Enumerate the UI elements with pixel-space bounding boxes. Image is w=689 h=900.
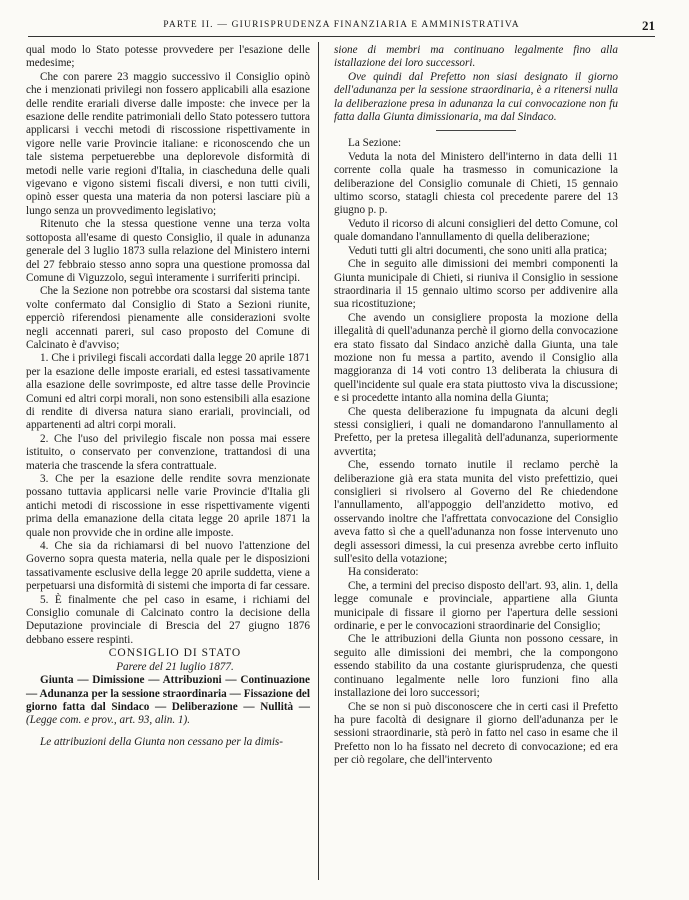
right-column (334, 44, 618, 768)
paragraph: Veduti tutti gli altri documenti, che sono uniti alla pratica; (348, 244, 608, 257)
paragraph: Che le attribuzioni della Giunta non possono cessare, in seguito alle dimissioni dei membri, che la compongono essendo stabilito da una costante giurisprudenza, che questi continuano legalmente nelle loro funzioni fino alla installazione dei loro successori; (334, 633, 618, 700)
paragraph: 3. Che per la esazione delle rendite sovra menzionate possano tuttavia applicarsi nelle varie Provincie d'Italia gli antichi metodi di riscossione in esse rispettivamente vigenti prima della emanazione della citata legge 20 aprile 1871 la quale non provvide che in ordine alle imposte. (26, 473, 310, 539)
paragraph: Che con parere 23 maggio successivo il Consiglio opinò che i menzionati privilegi non fossero applicabili alla esazione delle rendite erariali diverse dalle imposte: che invece per la esazione delle rendite patrimoniali dello Stato potessero tuttora applicarsi i vecchi metodi di riscossione rispettivamente in vigore nelle varie Provincie italiane: e riconoscendo che un tale sistema perpetuerebbe una deplorevole disformità di metodi nelle varie regioni d'Italia, in ciascheduna delle quali vigevano e vigono sistemi fiscali diversi, e non tutti civili, opinò esser questa una materia da non potersi lasciare più a lungo senza un provvedimento legislativo; (26, 70, 310, 217)
paragraph: Veduta la nota del Ministero dell'interno in data delli 11 corrente colla quale ha trasmesso in comunicazione la deliberazione del Consiglio comunale di Chieti, 15 gennaio ultimo scorso, statagli chiesta col precedente parere del 13 giugno p. p. (334, 150, 618, 217)
separator-rule (436, 130, 516, 131)
headnote-citation: (Legge com. e prov., art. 93, alin. 1). (26, 714, 191, 727)
paragraph: 4. Che sia da richiamarsi di bel nuovo l'attenzione del Governo sopra questa materia, nella quale per le disposizioni tassativamente esclusive della legge 20 aprile suddetta, viene a perpetuarsi una disformità di sistemi che importa di far cessare. (26, 540, 310, 593)
section-title: CONSIGLIO DI STATO (108, 647, 242, 660)
paragraph: Che, essendo tornato inutile il reclamo perchè la deliberazione già era stata munita del visto prefettizio, quei consiglieri si rivolsero al Governo del Re chiedendone l'annullamento, all'appoggio dell'anzidetto motivo, ed osservando inoltre che l'affrettata convocazione del Consiglio aveva fatto sì che a quell'adunanza non fosse intervenuto uno degli assessori dimessi, la cui presenza avrebbe certo influito sull'esito della votazione; (334, 459, 618, 566)
headnote-keywords: Giunta — Dimissione — Attribuzioni — Continuazione — Adunanza per la sessione straordinaria — Fissazione del giorno fatta dal Sindaco — Deliberazione — Nullità — (26, 674, 310, 713)
paragraph: 2. Che l'uso del privilegio fiscale non possa mai essere istituito, o conservato per convenzione, trattandosi di una materia che trascende la sfera contrattuale. (26, 432, 310, 472)
running-title: PARTE II. — GIURISPRUDENZA FINANZIARIA E AMMINISTRATIVA (163, 20, 520, 30)
spacer (26, 728, 310, 736)
column-divider (318, 42, 319, 880)
maxim-2: Ove quindi dal Prefetto non siasi designato il giorno dell'adunanza per la sessione straordinaria, è a ritenersi nulla la deliberazione presa in adunanza la cui convocazione non fu fatta dalla Giunta dimissionaria, ma dal Sindaco. (334, 70, 618, 124)
paragraph: Veduto il ricorso di alcuni consiglieri del detto Comune, col quale domandano l'annullamento di quella deliberazione; (334, 217, 618, 244)
maxim-start: Le attribuzioni della Giunta non cessano per la dimis- (40, 735, 284, 748)
paragraph: Ritenuto che la stessa questione venne una terza volta sottoposta all'esame di questo Consiglio, il quale in adunanza generale del 3 luglio 1873 sulla relazione del Ministero interni del 27 febbraio stesso anno sopra una questione promossa dal Comune di Viguzzolo, seguì interamente i surriferiti principi. (26, 218, 310, 284)
paragraph: Che avendo un consigliere proposta la mozione della illegalità di quell'adunanza perchè il giorno della convocazione era stato fissato dal Sindaco anzichè dalla Giunta, una tale mozione non fu messa a partito, avendo il Consiglio alla maggioranza di 14 voti contro 13 deliberata la chiusura di quell'incidente sul quale era stata piuttosto viva la discussione; e si procedette intanto alla nomina della Giunta; (334, 311, 618, 405)
paragraph: qual modo lo Stato potesse provvedere per l'esazione delle medesime; (26, 44, 310, 70)
paragraph: Che, a termini del preciso disposto dell'art. 93, alin. 1, della legge comunale e provinciale, appartiene alla Giunta municipale di fissare il giorno per l'apertura delle sessioni ordinarie, e per le convocazioni straordinarie del Consiglio; (334, 579, 618, 633)
page-header (28, 18, 655, 37)
paragraph: 1. Che i privilegi fiscali accordati dalla legge 20 aprile 1871 per la esazione delle imposte erariali, ed estesi tassativamente alla esazione delle sovrimposte, ed altre tasse delle Provincie Comuni ed altri corpi morali, non sono estensibili alla esazione di rendite di diversa natura siano erariali, provinciali, od appartenenti ad altri corpi morali. (26, 352, 310, 432)
section-date: Parere del 21 luglio 1877. (116, 660, 234, 673)
paragraph: Che la Sezione non potrebbe ora scostarsi dal sistema tante volte confermato dal Consiglio di Stato a Sezioni riunite, epperciò riferendosi pienamente alle considerazioni svolte negli accennati pareri, sul caso proposto del Comune di Calcinato è d'avviso; (26, 285, 310, 351)
paragraph: Ha considerato: (348, 566, 419, 579)
paragraph: Che in seguito alle dimissioni dei membri componenti la Giunta municipale di Chieti, si riuniva il Consiglio in sessione straordinaria il 15 gennaio ultimo scorso per addivenire alla sua ricostituzione; (334, 258, 618, 311)
headnote (26, 674, 310, 728)
left-column (26, 44, 310, 749)
la-sezione: La Sezione: (348, 137, 402, 150)
page-number: 21 (642, 18, 655, 33)
paragraph: Che se non si può disconoscere che in certi casi il Prefetto ha pure facoltà di designare il giorno dell'adunanza per le sessioni straordinarie, stà però in fatto nel caso in esame che il Prefetto non lo ha fissato nel decreto di convocazione; ed era per ciò regolare, che dell'intervento (334, 700, 618, 767)
paragraph: Che questa deliberazione fu impugnata da alcuni degli stessi consiglieri, i quali ne domandarono l'annullamento al Prefetto, per la pretesa illegalità dell'adunanza, superiormente avvertita; (334, 405, 618, 458)
paragraph: 5. È finalmente che pel caso in esame, i richiami del Consiglio comunale di Calcinato contro la decisione della Deputazione provinciale di Brescia del 27 giugno 1876 debbano essere respinti. (26, 593, 310, 646)
maxim-end: sione di membri ma continuano legalmente fino alla istallazione dei loro successori. (334, 44, 618, 70)
